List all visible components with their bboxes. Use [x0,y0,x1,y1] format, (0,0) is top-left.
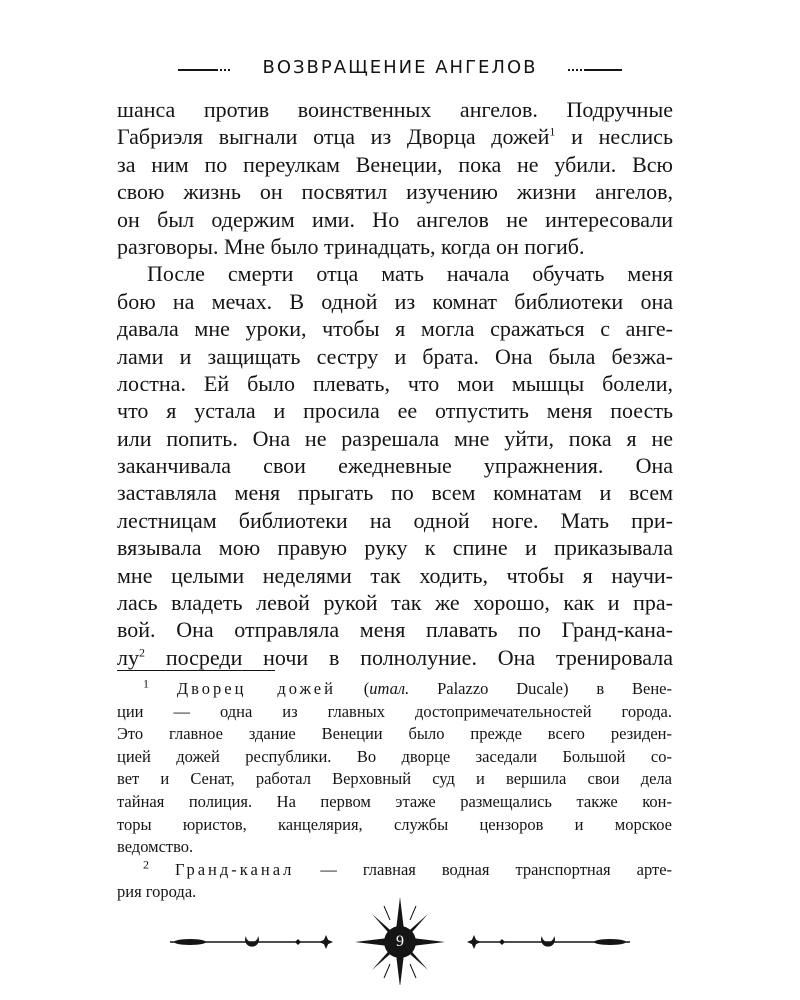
footnote-ref-2: 2 [138,645,145,660]
footnote-2-term: Гранд-канал [174,859,295,879]
footnote-2-number: 2 [143,857,149,872]
header-right-rule [586,69,622,71]
text-line: $лу^2$ посреди ночи в полнолуние. Она тренировала [117,644,673,670]
star-icon [295,939,301,945]
footnote-line: цией дожей республики. Во дворце заседали Большой со- [117,746,672,766]
footnote-line: торы юристов, канцелярия, службы цензоров и морское [117,814,672,834]
text-line: свою жизнь он посвятил изучению жизни ангелов, [117,179,673,205]
footnote-1-term: Дворец дожей [176,679,336,698]
footnote-line: тайная полиция. На первом этаже размещались также кон- [117,791,672,811]
text-line: шанса против воинственных ангелов. Подручные [117,97,673,122]
footnote-2: $^2$ Гранд-канал — главная водная транспортная арте- [143,857,673,879]
text-line: вой. Она отправляла меня плавать по Гранд-кана- [117,617,673,643]
footnote-line: ведомство. [117,837,194,857]
footnote-1: $^1$ Дворец дожей (итал. Palazzo Ducale) в Вене- [143,676,672,698]
text-line: что я устала и просила ее отпустить меня поесть [117,398,673,424]
footnote-line: вет и Сенат, работал Верховный суд и вершила свои дела [117,769,672,789]
footnote-line: ции — одна из главных достопримечательностей города. [117,701,672,721]
text-line: лами и защищать сестру и брата. Она была безжа- [117,343,673,369]
star-icon [499,939,505,945]
text-line: бою на мечах. В одной из комнат библиотеки она [117,288,673,314]
footnote-separator [117,670,275,671]
footnote-line: Это главное здание Венеции было прежде всего резиден- [117,724,672,744]
text-line: вязывала мою правую руку к спине и приказывала [117,535,673,561]
text-line: заканчивала свои ежедневные упражнения. Она [117,453,673,479]
footnote-1-abbr: итал. [369,679,410,698]
text-line: он был одержим ими. Но ангелов не интересовали [117,206,673,232]
body-text [117,96,673,671]
text-line: разговоры. Мне было тринадцать, когда он погиб. [117,233,585,259]
text-line: за ним по переулкам Венеции, пока не убили. Всю [117,151,673,177]
text-line: лась владеть левой рукой так же хорошо, как и пра- [117,590,673,616]
footnotes [117,678,672,904]
text-line: мне целыми неделями так ходить, чтобы я научи- [117,562,673,588]
text-line: лостна. Ей было плевать, что мои мышцы болели, [117,370,673,396]
footnote-ref-1: 1 [549,125,556,140]
text-line: или попить. Она не разрешала мне уйти, пока я не [117,425,673,451]
text-line: Габриэля выгнали отца из Дворца дожей$^1$ и неслись [117,124,673,150]
text-line: лестницам библиотеки на одной ноге. Мать при- [117,507,673,533]
text-line: давала мне уроки, чтобы я могла сражаться с анге- [117,316,673,342]
page-number: 9 [396,933,404,950]
running-title: ВОЗВРАЩЕНИЕ АНГЕЛОВ [262,57,538,78]
footnote-line: рия города. [117,882,197,902]
running-header [0,50,800,90]
text-line: заставляла меня прыгать по всем комнатам и всем [117,480,673,506]
footnote-1-number: 1 [143,676,149,691]
paragraph-start: После смерти отца мать начала обучать меня [147,261,673,287]
